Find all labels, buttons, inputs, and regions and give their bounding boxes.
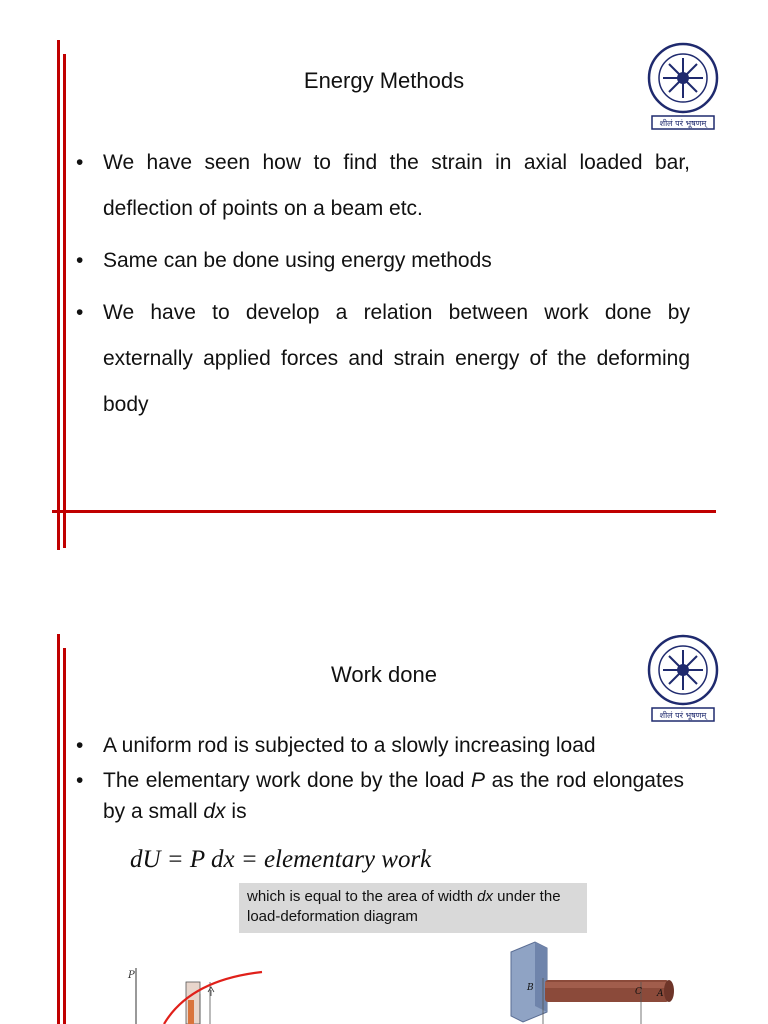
graph-axis-label: P xyxy=(128,970,135,981)
slide-work-done xyxy=(0,600,768,1024)
load-deformation-graph xyxy=(120,960,280,1024)
work-equation: dU = P dx = elementary work xyxy=(130,846,432,873)
institute-logo xyxy=(638,632,728,724)
rod-label-c: C xyxy=(635,987,642,997)
bullet-item: • We have seen how to find the strain in axial loaded bar, deflection of points on a beam etc. xyxy=(76,140,690,232)
slide-title: Work done xyxy=(331,662,437,687)
bullet-list xyxy=(76,140,690,434)
bullet-item: • The elementary work done by the load P as the rod elongates by a small dx is xyxy=(76,765,684,827)
bullet-list xyxy=(76,730,684,831)
red-border-line xyxy=(63,54,66,548)
red-divider-line xyxy=(52,510,716,513)
red-border-line xyxy=(57,634,60,1024)
slide-title: Energy Methods xyxy=(303,68,465,93)
load-curve xyxy=(164,972,262,1024)
rod-label-a: A xyxy=(657,989,664,999)
bullet-item: • A uniform rod is subjected to a slowly increasing load xyxy=(76,730,684,761)
logo-motto: शीलं परं भूषणम् xyxy=(659,119,707,128)
bullet-item: • We have to develop a relation between work done by externally applied forces and strain energy of the deforming body xyxy=(76,290,690,428)
bullet-item: • Same can be done using energy methods xyxy=(76,238,690,284)
rod-label-b: B xyxy=(527,983,534,993)
institute-logo xyxy=(638,40,728,132)
red-border-line xyxy=(57,40,60,550)
rod-diagram xyxy=(505,938,685,1024)
red-border-line xyxy=(63,648,66,1024)
logo-motto: शीलं परं भूषणम् xyxy=(659,711,707,720)
graph-bar-orange xyxy=(188,1000,194,1024)
area-note: which is equal to the area of width dx under the load-deformation diagram xyxy=(239,883,587,933)
